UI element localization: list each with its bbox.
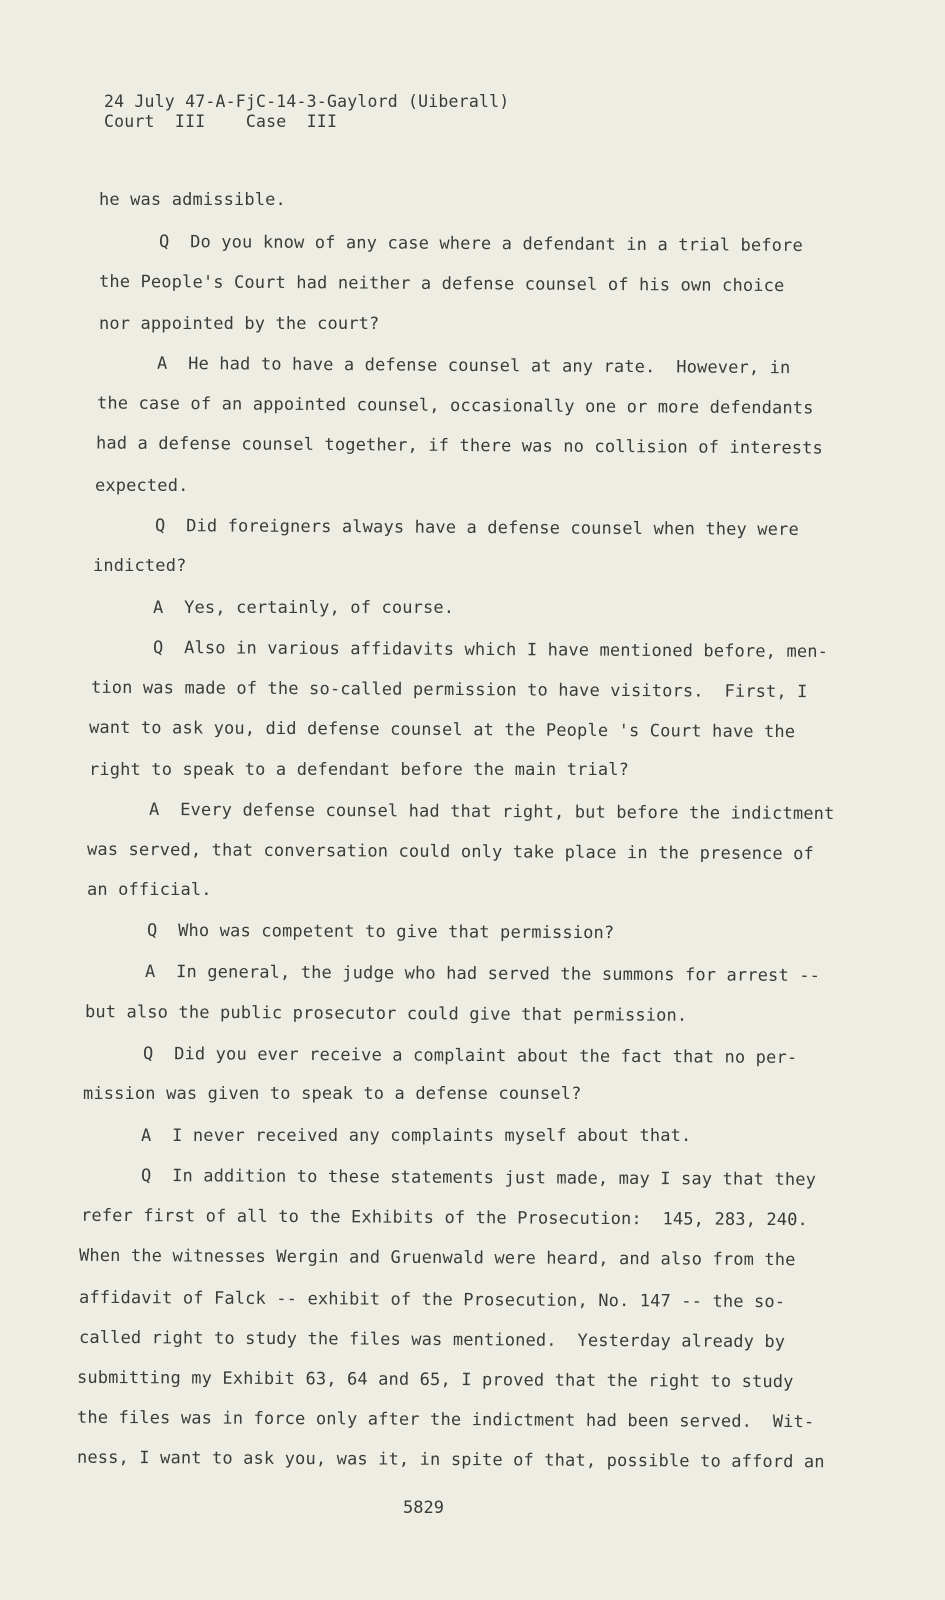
transcript-line: the files was in force only after the indictment had been served. Wit-	[76, 1407, 815, 1433]
transcript-line: expected.	[95, 476, 189, 496]
transcript-line: refer first of all to the Exhibits of the Prosecution: 145, 283, 240.	[80, 1205, 809, 1231]
transcript-line: A In general, the judge who had served the summons for arrest --	[144, 961, 821, 987]
transcript-line: had a defense counsel together, if there was no collision of interests	[95, 433, 824, 459]
transcript-line: A He had to have a defense counsel at any rate. However, in	[156, 353, 791, 379]
transcript-line: When the witnesses Wergin and Gruenwald were heard, and also from the	[78, 1245, 796, 1271]
transcript-line: Q Did foreigners always have a defense counsel when they were	[154, 516, 799, 540]
transcript-line: affidavit of Falck -- exhibit of the Prosecution, No. 147 -- the so-	[78, 1287, 786, 1313]
transcript-line: the People's Court had neither a defense counsel of his own choice	[98, 271, 785, 297]
document-header	[104, 92, 509, 132]
transcript-line: called right to study the files was mentioned. Yesterday already by	[78, 1327, 786, 1353]
transcript-line: A I never received any complaints myself about that.	[141, 1126, 692, 1146]
transcript-line: want to ask you, did defense counsel at the People 's Court have the	[88, 717, 796, 743]
transcript-line: mission was given to speak to a defense counsel?	[83, 1084, 582, 1104]
transcript-line: Q Who was competent to give that permission?	[146, 920, 615, 944]
transcript-line: the case of an appointed counsel, occasionally one or more defendants	[96, 393, 814, 419]
transcript-line: was served, that conversation could only take place in the presence of	[86, 839, 815, 865]
transcript-line: Q Do you know of any case where a defendant in a trial before	[158, 232, 803, 256]
transcript-line: but also the public prosecutor could give that permission.	[84, 1002, 688, 1026]
transcript-line: an official.	[87, 880, 212, 900]
transcript-line: Q Also in various affidavits which I have mentioned before, men-	[152, 637, 829, 663]
transcript-line: submitting my Exhibit 63, 64 and 65, I proved that the right to study	[76, 1367, 794, 1393]
transcript-line: A Every defense counsel had that right, but before the indictment	[148, 799, 835, 825]
transcript-line: Q In addition to these statements just made, may I say that they	[140, 1165, 817, 1191]
header-line-date-reference: 24 July 47-A-FjC-14-3-Gaylord (Uiberall)	[104, 92, 510, 111]
transcript-line: A Yes, certainly, of course.	[153, 598, 455, 618]
transcript-line: indicted?	[93, 556, 187, 576]
transcript-line: nor appointed by the court?	[99, 314, 380, 334]
transcript-line: right to speak to a defendant before the main trial?	[89, 760, 630, 780]
transcript-line: Q Did you ever receive a complaint about the fact that no per-	[142, 1044, 798, 1068]
header-line-court-case: Court III Case III	[104, 112, 338, 131]
page-number: 5829	[403, 1498, 444, 1518]
transcript-line: he was admissible.	[99, 190, 286, 210]
transcript-line: ness, I want to ask you, was it, in spite of that, possible to afford an	[76, 1447, 825, 1473]
transcript-line: tion was made of the so-called permission to have visitors. First, I	[90, 677, 808, 703]
